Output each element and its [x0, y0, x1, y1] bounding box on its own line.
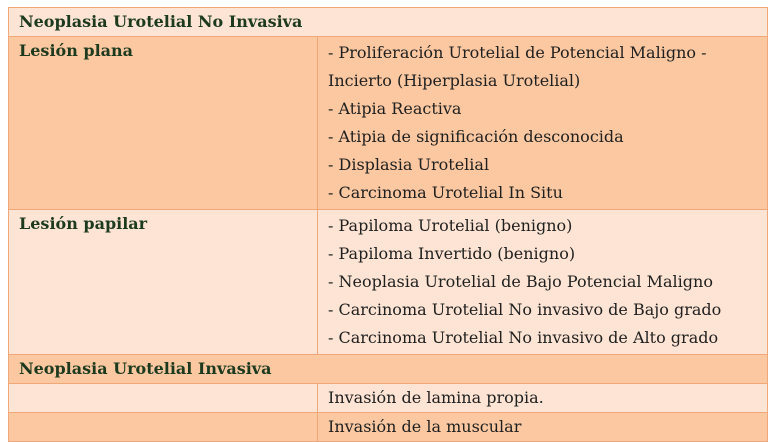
list-item: - Neoplasia Urotelial de Bajo Potencial Maligno	[328, 272, 713, 291]
row-items-papillary-lesion	[318, 210, 768, 355]
list-item: - Displasia Urotelial	[328, 155, 490, 174]
list-item: - Carcinoma Urotelial No invasivo de Alto grado	[328, 328, 719, 347]
row-text-muscular: Invasión de la muscular	[318, 413, 768, 442]
list-item: - Carcinoma Urotelial In Situ	[328, 183, 563, 202]
section-title-non-invasive: Neoplasia Urotelial No Invasiva	[9, 8, 768, 37]
table-row	[9, 37, 768, 210]
row-label-papillary-lesion: Lesión papilar	[9, 210, 318, 355]
row-label-empty	[9, 384, 318, 413]
list-item: - Atipia de significación desconocida	[328, 127, 624, 146]
classification-table	[8, 7, 768, 442]
list-item: - Carcinoma Urotelial No invasivo de Bajo grado	[328, 300, 722, 319]
row-label-empty	[9, 413, 318, 442]
list-item: - Atipia Reactiva	[328, 99, 462, 118]
section-header-row	[9, 355, 768, 384]
list-item: Incierto (Hiperplasia Urotelial)	[328, 71, 581, 90]
row-text-lamina-propria: Invasión de lamina propia.	[318, 384, 768, 413]
row-label-flat-lesion: Lesión plana	[9, 37, 318, 210]
table-row	[9, 413, 768, 442]
section-header-row	[9, 8, 768, 37]
list-item: - Proliferación Urotelial de Potencial Maligno -	[328, 43, 707, 62]
table-row	[9, 210, 768, 355]
table-row	[9, 384, 768, 413]
section-title-invasive: Neoplasia Urotelial Invasiva	[9, 355, 768, 384]
list-item: - Papiloma Invertido (benigno)	[328, 244, 576, 263]
list-item: - Papiloma Urotelial (benigno)	[328, 216, 573, 235]
row-items-flat-lesion	[318, 37, 768, 210]
